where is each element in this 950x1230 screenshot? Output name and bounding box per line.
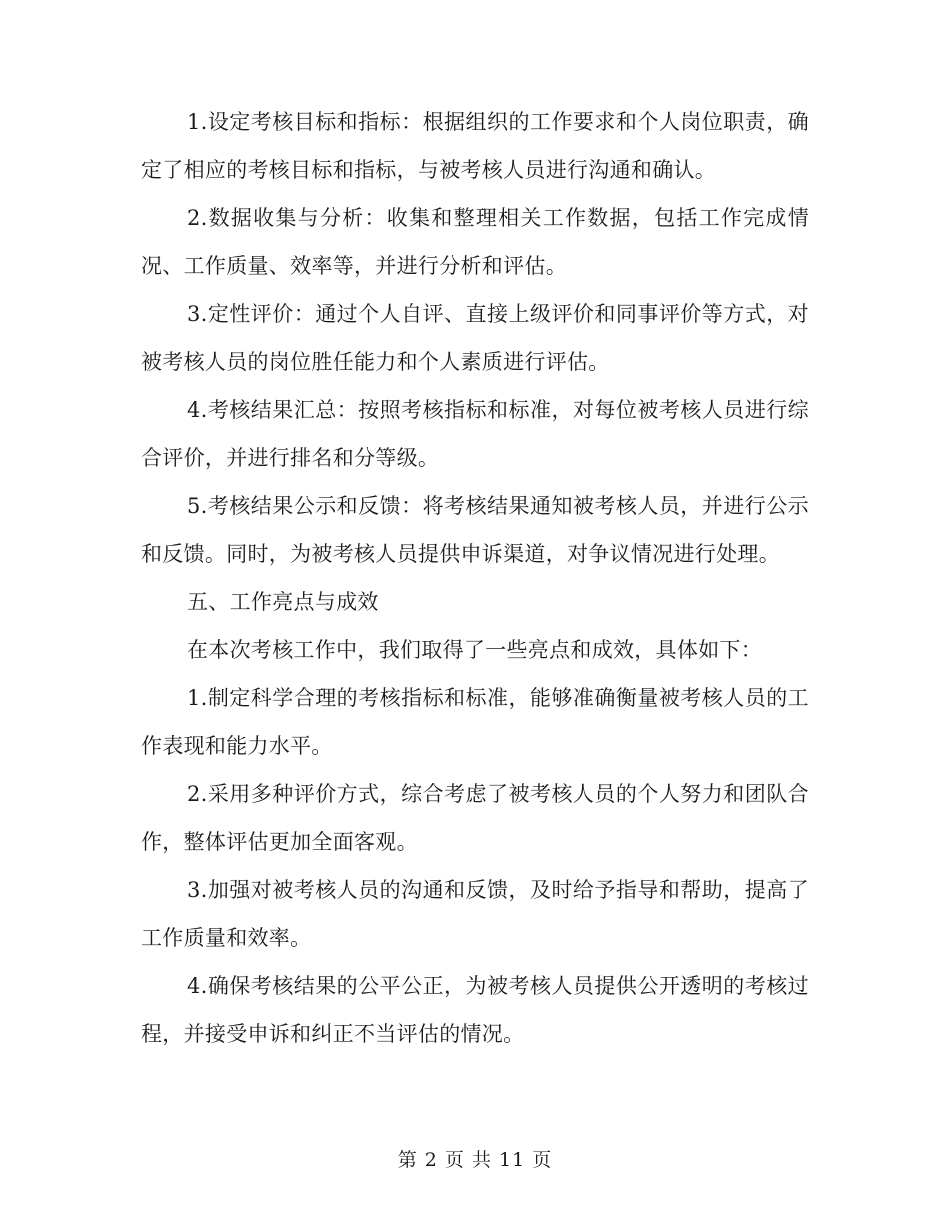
page-number-footer: 第 2 页 共 11 页: [397, 1149, 553, 1171]
paragraph-5: 5.考核结果公示和反馈：将考核结果通知被考核人员，并进行公示和反馈。同时，为被考核人员提供申诉渠道，对争议情况进行处理。: [141, 494, 809, 566]
highlight-1: 1.制定科学合理的考核指标和标准，能够准确衡量被考核人员的工作表现和能力水平。: [141, 686, 809, 758]
highlight-2: 2.采用多种评价方式，综合考虑了被考核人员的个人努力和团队合作，整体评估更加全面客观。: [141, 782, 809, 854]
paragraph-3: 3.定性评价：通过个人自评、直接上级评价和同事评价等方式，对被考核人员的岗位胜任能力和个人素质进行评估。: [141, 302, 809, 374]
section-heading: 五、工作亮点与成效: [187, 590, 379, 614]
document-body: [141, 98, 809, 1058]
paragraph-4: 4.考核结果汇总：按照考核指标和标准，对每位被考核人员进行综合评价，并进行排名和分等级。: [141, 398, 809, 470]
section-intro: 在本次考核工作中，我们取得了一些亮点和成效，具体如下：: [187, 638, 763, 662]
highlight-4: 4.确保考核结果的公平公正，为被考核人员提供公开透明的考核过程，并接受申诉和纠正不当评估的情况。: [141, 974, 809, 1046]
paragraph-1: 1.设定考核目标和指标：根据组织的工作要求和个人岗位职责，确定了相应的考核目标和指标，与被考核人员进行沟通和确认。: [141, 110, 809, 182]
highlight-3: 3.加强对被考核人员的沟通和反馈，及时给予指导和帮助，提高了工作质量和效率。: [141, 878, 809, 950]
paragraph-2: 2.数据收集与分析：收集和整理相关工作数据，包括工作完成情况、工作质量、效率等，并进行分析和评估。: [141, 206, 809, 278]
